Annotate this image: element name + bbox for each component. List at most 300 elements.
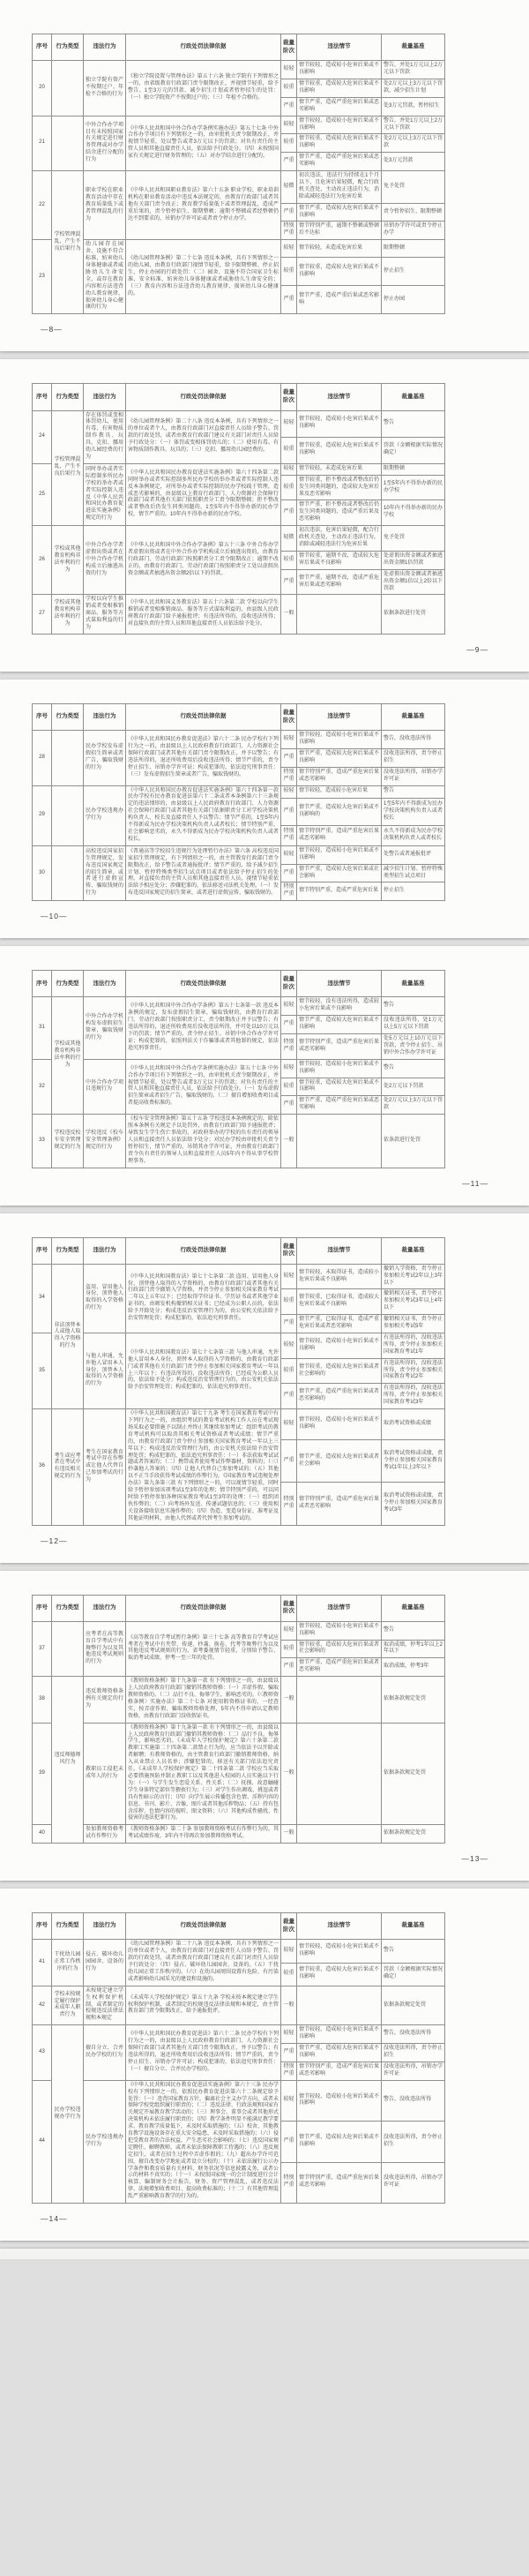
circumstance-cell: 情节严重，造成较大危害后果或不良影响: [297, 2044, 382, 2062]
benchmark-cell: 依据条款规定处罚: [382, 1677, 445, 1723]
circumstance-cell: 情节严重，造成较大危害后果或不良影响的: [297, 798, 382, 825]
discretion-level-cell: 特别严重: [281, 2162, 297, 2203]
illegal-act-cell: 未按规定建立学生权利保护机制，或者制定的校规违反法律法规和本规定: [84, 1986, 126, 2025]
benchmark-cell: 罚款（金额根据实际情况确定）: [382, 437, 445, 463]
benchmark-cell: 警告，并处1万元以上2万元以下罚款: [382, 116, 445, 134]
column-header: 裁量阶次: [281, 34, 297, 61]
column-header: 序号: [33, 971, 52, 997]
benchmark-cell: 有违法所得的，没收违法所得，责令停止参加相关国家教育考试2年: [382, 1358, 445, 1384]
discretion-level-cell: 较轻: [281, 1333, 297, 1358]
discretion-level-cell: 较重: [281, 475, 297, 500]
circumstance-cell: 情节特别严重，造成严重危害后果或恶劣影响: [297, 826, 382, 846]
table-row: [33, 1677, 445, 1723]
row-number-cell: 21: [33, 116, 52, 170]
column-header: 裁量基准: [382, 1913, 445, 1940]
benchmark-cell: 处2万元以下罚款: [382, 1078, 445, 1096]
row-number-cell: 39: [33, 1723, 52, 1825]
circumstance-cell: 情节较轻，造成较小危害后果或不良影响: [297, 1333, 382, 1358]
illegal-act-cell: 违反教师资格条例有关规定的行为: [84, 1677, 126, 1723]
circumstance-cell: 情节较重，造成较大危害后果或不良影响: [297, 1963, 382, 1986]
legal-basis-cell: 《教师资格条例》第二十条 参加教师资格考试有作弊行为的，其考试成绩作废，3年内不得再次参加教师资格考试。: [126, 1825, 281, 1844]
discretion-level-cell: 一般: [281, 1115, 297, 1168]
legal-basis-cell: 《中华人民共和国民办教育促进法实施条例》第六十四条第一款 民办学校有民办教育促进法第六十二条或者本条例第六十三条规定的违法情形的，由县级以上人民政府教育行政部门、人力资源社会保障行政部门或者其他有关部门依据职责分工对学校决策机构负责人、校长及直接责任人予以警告；情节严重的，1至5年内不得新成为民办学校决策机构负责人或者校长；情节特别严重、社会影响恶劣的，永久不得新成为民办学校决策机构负责人或者校长。: [126, 785, 281, 845]
behavior-type-cell: [52, 1621, 84, 1676]
table-row: [33, 410, 445, 437]
discretion-level-cell: 特别严重: [281, 826, 297, 846]
column-header: 裁量阶次: [281, 1913, 297, 1940]
circumstance-cell: 初次违法，违法行为持续在1个月以下，且危害后果轻微，配合行政机关查处，主动改正违法行为，消除或减轻违法行为危害后果: [297, 171, 382, 204]
column-header: 违法情节: [297, 1237, 382, 1264]
column-header: 行为类型: [52, 1237, 84, 1264]
circumstance-cell: [297, 1825, 382, 1844]
illegal-act-cell: 考生在国家教育考试中存在作弊或让他人代替自己参加考试的行为: [84, 1409, 126, 1526]
discretion-level-cell: 较重: [281, 1963, 297, 1986]
column-header: 行政处罚法律依据: [126, 1595, 281, 1621]
discretion-level-cell: 特别严重: [281, 1483, 297, 1525]
table-row: [33, 116, 445, 134]
row-number-cell: 38: [33, 1677, 52, 1723]
discretion-level-cell: 较轻: [281, 1059, 297, 1078]
row-number-cell: 29: [33, 785, 52, 845]
circumstance-cell: 情节较重，造成较大危害后果或不良影响: [297, 134, 382, 153]
row-number-cell: 41: [33, 1940, 52, 1986]
circumstance-cell: [297, 1115, 382, 1168]
behavior-type-cell: 违反师德师风行为: [52, 1677, 84, 1844]
circumstance-cell: 情节严重，造成严重后果或恶劣影响: [297, 286, 382, 314]
table-row: [33, 1115, 445, 1168]
document-page: [0, 1889, 529, 2241]
column-header: 裁量阶次: [281, 703, 297, 730]
benchmark-cell: 撤销入学资格，责令停止参加相关考试2年以上3年以下: [382, 1264, 445, 1289]
discretion-level-cell: 较重: [281, 551, 297, 569]
table-row: [33, 2025, 445, 2044]
behavior-type-cell: 学校或其他教育机构非法牟利的行为: [52, 526, 84, 595]
benchmark-cell: 取消考试资格或成绩，责令停止参加相关国家教育考试1年以上2年以下: [382, 1440, 445, 1483]
row-number-cell: 23: [33, 240, 52, 314]
discretion-level-cell: 严重: [281, 798, 297, 825]
discretion-level-cell: 较重: [281, 258, 297, 286]
table-row: [33, 240, 445, 258]
discretion-level-cell: 较轻: [281, 116, 297, 134]
illegal-act-cell: 与他人串通，允许他人冒用本人身份，顶替本人取得的入学资格的行为: [84, 1333, 126, 1408]
circumstance-cell: 情节较重，造成较大危害后果或者社会影响的: [297, 1358, 382, 1384]
column-header: 序号: [33, 1913, 52, 1940]
legal-basis-cell: 《校车安全管理条例》第五十五条 学校违反本条例规定的，除依照本条例有关规定予以处罚外，由教育行政部门给予通报批评；导致发生学生伤亡事故的，对政府举办的学校的负有责任的领导人员和直接责任人员依法给予处分；对民办学校由审批机关责令暂停招生，情节严重的，吊销其办学许可证，并由教育行政部门责令负有责任的领导人员和直接责任人员5年内不得从事学校管理事务。: [126, 1115, 281, 1168]
discretion-level-cell: 一般: [281, 1825, 297, 1844]
discretion-level-cell: 较轻: [281, 1940, 297, 1963]
legal-basis-cell: 《中华人民共和国中外合作办学条例实施办法》第五十七条 中外合作办学项目有下列情形之一的，由审批机关责令限期改正，并视情节轻重，处以警告或者3万元以下的罚款；对负有责任的主管人员和其他直接责任人员，依法给予行政处分。（四）未按照国家有关规定进行财务管理的；（五）对办学结余进行分配的。: [126, 116, 281, 170]
document-page: [0, 1571, 529, 1881]
table-row: [33, 463, 445, 475]
benchmark-cell: 责令暂停招生、限期整顿: [382, 203, 445, 222]
benchmark-cell: 限期整顿: [382, 463, 445, 475]
discretion-level-cell: 严重: [281, 97, 297, 116]
penalty-table: [32, 1912, 445, 2204]
legal-basis-cell: 《中华人民共和国教育法》第七十七条第二款 盗用、冒用他人身份，顶替他人取得的入学资格的，由教育行政部门或者其他有关行政部门责令撤销入学资格，并责令停止参加相关国家教育考试二年以上五年以下；已经取得学位证书、学历证书或者其他学业证书的，由颁发机构撤销相关证书；已经成为公职人员的，依法给予开除处分；构成违反治安管理行为的，由公安机关依法给予治安管理处罚；构成犯罪的，依法追究刑事责任。: [126, 1264, 281, 1333]
illegal-act-cell: 中外合作办学项目有未按照国家有关规定进行财务管理或对办学结余进行分配的行为: [84, 116, 126, 170]
benchmark-cell: 处2万元以上3万元以下罚款，减少招生计划: [382, 79, 445, 97]
benchmark-cell: 警告，没收违法所得: [382, 731, 445, 749]
circumstance-cell: 情节较轻，造成较小危害后果或不良影响: [297, 1940, 382, 1963]
benchmark-cell: 没收违法所得，责令停止招生: [382, 2044, 445, 2062]
row-number-cell: 36: [33, 1409, 52, 1526]
benchmark-cell: 没收违法所得，吊销办学许可证: [382, 767, 445, 785]
benchmark-cell: 警告，并处1万元以上2万元以下罚款: [382, 61, 445, 79]
row-number-cell: 35: [33, 1333, 52, 1408]
discretion-level-cell: 较重: [281, 1078, 297, 1096]
column-header: 违法行为: [84, 971, 126, 997]
behavior-type-cell: [52, 116, 84, 170]
circumstance-cell: 情节较轻，造成较小危害后果或不良影响: [297, 845, 382, 864]
discretion-level-cell: 一般: [281, 1723, 297, 1825]
discretion-level-cell: 较轻: [281, 1409, 297, 1440]
column-header: 行为类型: [52, 1595, 84, 1621]
row-number-cell: 25: [33, 463, 52, 525]
legal-basis-cell: 《中华人民共和国教育法》第七十七条第三款 与他人串通，允许他人冒用本人身份，顶替本人取得的入学资格的，由教育行政部门或者其他有关行政部门责令停止参加相关国家教育考试一年以上三年以下；有违法所得的，没收违法所得；已经成为公职人员的，依法给予处分；构成违反治安管理行为的，由公安机关依法给予治安管理处罚；构成犯罪的，依法追究刑事责任。: [126, 1333, 281, 1408]
circumstance-cell: [297, 1986, 382, 2025]
benchmark-cell: 停止招生: [382, 258, 445, 286]
column-header: 行政处罚法律依据: [126, 1913, 281, 1940]
table-row: [33, 2080, 445, 2121]
column-header: 行为类型: [52, 384, 84, 410]
circumstance-cell: [297, 1723, 382, 1825]
discretion-level-cell: 轻微: [281, 526, 297, 552]
page-number: —8—: [41, 325, 63, 334]
legal-basis-cell: 《中华人民共和国中外合作办学条例》第五十三条 中外合作办学者虚假出资或者在中外合作办学机构成立后抽逃出资的，由教育行政部门、劳动行政部门按照职责分工责令限期改正；逾期不改正的，由教育行政部门、劳动行政部门按照职责分工处以虚假出资金额或者抽逃出资金额2倍以下的罚款。: [126, 526, 281, 595]
circumstance-cell: 情节严重，已取得证书，造成严重危害后果或者恶劣影响: [297, 1315, 382, 1333]
discretion-level-cell: 严重: [281, 203, 297, 222]
discretion-level-cell: 较轻: [281, 410, 297, 437]
benchmark-cell: 警告: [382, 997, 445, 1016]
discretion-level-cell: 较轻: [281, 2025, 297, 2044]
legal-basis-cell: 《中华人民共和国中外合作办学条例实施办法》第五十七条 中外合作办学项目有下列情形之一的，由审批机关责令限期改正，并视情节轻重，处以警告或者3万元以下的罚款；对负有责任的主管人员和其他直接责任人员，依法给予行政处分。（一）发布虚假招生简章或者招生广告，骗取钱财的。（二）擅自增加收费项目或者提高收费标准的。: [126, 1059, 281, 1114]
discretion-level-cell: 较重: [281, 134, 297, 153]
column-header: 行政处罚法律依据: [126, 971, 281, 997]
behavior-type-cell: 非法顶替本人或他人取得入学资格的行为: [52, 1264, 84, 1408]
behavior-type-cell: 学校管理混乱，产生不良后果行为: [52, 171, 84, 314]
discretion-level-cell: 特别严重: [281, 767, 297, 785]
illegal-act-cell: 职业学校在职业教育活动中存在教育质量低下或者管理混乱的行为: [84, 171, 126, 240]
circumstance-cell: 情节较轻，造成较小危害后果或不良影响: [297, 731, 382, 749]
behavior-type-cell: [52, 61, 84, 116]
illegal-act-cell: 幼儿园存在园舍、设施不符合标准，妨害幼儿身体健康或者威胁幼儿生命安全，或存在教育内容和方法违背幼儿教育规律，损害幼儿身心健康的行为: [84, 240, 126, 314]
discretion-level-cell: 较重: [281, 1358, 297, 1384]
row-number-cell: 37: [33, 1621, 52, 1676]
discretion-level-cell: 较轻: [281, 240, 297, 258]
row-number-cell: 32: [33, 1059, 52, 1114]
illegal-act-cell: 民办学校违规办学行为: [84, 2080, 126, 2203]
page-number: —14—: [41, 2214, 68, 2224]
benchmark-cell: 处3万元罚款: [382, 153, 445, 171]
row-number-cell: 43: [33, 2025, 52, 2080]
circumstance-cell: 情节严重，造成严重危害后果或恶劣影响: [297, 153, 382, 171]
column-header: 行政处罚法律依据: [126, 703, 281, 730]
discretion-level-cell: 严重: [281, 748, 297, 767]
illegal-act-cell: 学校以向学生推销或者变相推销商品、服务等方式谋取利益的行为: [84, 595, 126, 635]
benchmark-cell: 取消考试资格或成绩: [382, 1409, 445, 1440]
benchmark-cell: 10年内不得举办新的民办学校: [382, 500, 445, 526]
column-header: 行政处罚法律依据: [126, 384, 281, 410]
discretion-level-cell: 较轻: [281, 997, 297, 1016]
legal-basis-cell: 《中华人民共和国民办教育促进法实施条例》第六十三条 民办学校有下列情形之一的，依照民办教育促进法第六十二条规定给予处罚：（一）违背国家教育方针，偏离社会主义办学方向，或者未保障学校党组织履行职责的；（二）违反法律、行政法规和国家有关规定开展教育教学活动的；（三）理事会、董事会或者其他形式决策机构未依法履行职责的；（四）教学条件明显不能满足教学要求、教育教学质量低下，未及时采取措施的；（五）校舍、其他教育教学设施设备存在重大安全隐患，未及时采取措施的；（六）侵犯受教育者的合法权益，产生恶劣社会影响的；（七）违反国家规定聘任、解聘教师，或者未依法保障教职工待遇的；（八）违反规定招生，或者在招生过程中弄虚作假的；（九）超出办学许可范围，擅自改变办学地址或者设立分校的；（十）未依法履行公示办学条件和教育质量有关材料、财务状况等信息披露义务，或者公示的材料不真实的；（十一）未按照国家统一的会计制度进行会计核算、编制财务会计报告，财务、资产管理混乱，或者违反法律、法规增加收费项目、提高收费标准的；（十二）有其他管理混乱严重影响教育教学的行为的。: [126, 2080, 281, 2203]
header-row: [33, 703, 445, 730]
discretion-level-cell: 一般: [281, 1986, 297, 2025]
column-header: 违法情节: [297, 1595, 382, 1621]
discretion-level-cell: 严重: [281, 1096, 297, 1115]
discretion-level-cell: 一般: [281, 1677, 297, 1723]
discretion-level-cell: 较轻: [281, 463, 297, 475]
column-header: 裁量阶次: [281, 384, 297, 410]
header-row: [33, 34, 445, 61]
circumstance-cell: [297, 595, 382, 635]
illegal-act-cell: 参加教师资格考试有作弊行为: [84, 1825, 126, 1844]
column-header: 行政处罚法律依据: [126, 34, 281, 61]
benchmark-cell: 没收违法所得，责令停止招生: [382, 2122, 445, 2162]
column-header: 违法行为: [84, 1913, 126, 1940]
benchmark-cell: 处5万元以上10万元以下罚款，责令停止招生、吊销中外合作办学许可证: [382, 1034, 445, 1060]
circumstance-cell: 情节特别严重，造成严重危害后果: [297, 882, 382, 901]
column-header: 序号: [33, 703, 52, 730]
circumstance-cell: 情节特别严重，逾期不整顿或整顿后不达标: [297, 222, 382, 240]
benchmark-cell: 取消成绩，停考1年以上2年以下: [382, 1640, 445, 1658]
table-row: [33, 1986, 445, 2025]
benchmark-cell: 没收违法所得，吊销办学许可证: [382, 2062, 445, 2080]
discretion-level-cell: 较重: [281, 79, 297, 97]
circumstance-cell: 情节严重，造成严重危害后果或恶劣影响: [297, 1096, 382, 1115]
penalty-table: [32, 970, 445, 1168]
circumstance-cell: 情节较重，造成较大危害后果或不良影响: [297, 258, 382, 286]
page-number: —11—: [462, 1178, 488, 1188]
table-row: [33, 1940, 445, 1963]
discretion-level-cell: 特别严重: [281, 882, 297, 901]
legal-basis-cell: 《高等教育自学考试暂行条例》第三十七条 高等教育自学考试应考者在考试中有夹带、传递、抄袭、换卷、代考等舞弊行为以及其他违反考试规则的行为，省考委视情节轻重，分别给予警告、取消考试成绩、停考一至三年的处罚。: [126, 1621, 281, 1676]
column-header: 裁量基准: [382, 1595, 445, 1621]
legal-basis-cell: 《幼儿园管理条例》第二十七条 违反本条例，具有下列情形之一的幼儿园，由教育行政部门视情节轻重，给予限期整顿、停止招生、停止办园的行政处罚：（二）园舍、设施不符合国家卫生标准、安全标准，妨害幼儿身体健康或者威胁幼儿生命安全的；（三）教育内容和方法违背幼儿教育规律，损害幼儿身心健康的。: [126, 240, 281, 314]
behavior-type-cell: 学校违反校车安全管理规定的行为: [52, 1115, 84, 1168]
circumstance-cell: 情节特别严重，造成严重危害后果或恶劣影响: [297, 2162, 382, 2203]
circumstance-cell: 情节较重，造成较大危害后果或不良影响: [297, 1078, 382, 1096]
row-number-cell: 40: [33, 1825, 52, 1844]
circumstance-cell: 情节较轻，造成较小危害后果或不良影响: [297, 410, 382, 437]
legal-basis-cell: 《中华人民共和国义务教育法》第五十六条第二款 学校以向学生推销或者变相推销商品、服务等方式谋取利益的，由县级人民政府教育行政部门给予通报批评；有违法所得的，没收违法所得；对直接负责的主管人员和其他直接责任人员依法给予处分。: [126, 595, 281, 635]
column-header: 序号: [33, 1237, 52, 1264]
table-row: [33, 526, 445, 552]
legal-basis-cell: 《普通高等学校招生违规行为处理暂行办法》第六条 高校违反国家招生管理规定，有下列情形之一的，由主管教育行政部门责令限期改正，给予警告或者通报批评；情节严重的，给予减少招生计划、暂停特殊类型招生试点项目或者依法给予停止招生的处理。对直接负责的主管人员和其他直接责任人员，视情节轻重依法给予相应处分；涉嫌犯罪的，依法移送司法机关处理。（一）发布违反国家规定的招生简章，或者进行虚假宣传、骗取钱财的。: [126, 845, 281, 900]
behavior-type-cell: 学校未按规定履行保护未成年人职责行为: [52, 1986, 84, 2025]
discretion-level-cell: 严重: [281, 2122, 297, 2162]
circumstance-cell: 情节较轻，造成较小危害后果或不良影响: [297, 1621, 382, 1640]
circumstance-cell: 初次违法，危害后果轻微，配合行政机关查处，主动改正违法行为，消除或减轻违法行为危害后果: [297, 526, 382, 552]
illegal-act-cell: 同时举办或者实际控制多所民办学校的举办者或者实际控制人违反《中华人民共和国民办教育促进法实施条例》规定的行为: [84, 463, 126, 525]
discretion-level-cell: 严重: [281, 2044, 297, 2062]
column-header: 裁量基准: [382, 1237, 445, 1264]
column-header: 裁量基准: [382, 703, 445, 730]
benchmark-cell: 警告: [382, 1940, 445, 1963]
row-number-cell: 26: [33, 526, 52, 595]
circumstance-cell: 情节严重，造成严重危害后果或者恶劣影响的: [297, 1384, 382, 1409]
table-row: [33, 997, 445, 1016]
illegal-act-cell: 存在体罚或变相体罚幼儿，使用有毒、有害物质制作教具、玩具，克扣、挪用幼儿园经费的行为: [84, 410, 126, 463]
column-header: 裁量基准: [382, 384, 445, 410]
benchmark-cell: 处虚假出资金额或者抽逃出资金额1倍罚款: [382, 551, 445, 569]
legal-basis-cell: 《中华人民共和国中外合作办学条例》第五十七条第一款 违反本条例的规定，发布虚假招生简章，骗取钱财的，由教育行政部门、劳动行政部门按照职责分工，责令限期改正并予以警告；有违法所得的，退还所收费用后没收违法所得，并可处以10万元以下的罚款；情节严重的，责令停止招生、吊销中外合作办学许可证；构成犯罪的，依照刑法关于诈骗罪或者其他罪的规定，依法追究刑事责任。: [126, 997, 281, 1059]
circumstance-cell: 情节严重，造成严重危害后果或恶劣影响: [297, 97, 382, 116]
behavior-type-cell: [52, 731, 84, 785]
discretion-level-cell: 较轻: [281, 785, 297, 798]
illegal-act-cell: 擅自分立、合并民办学校的行为: [84, 2025, 126, 2080]
circumstance-cell: 情节较重，已取得证书，造成较大危害后果或不良影响: [297, 1289, 382, 1315]
circumstance-cell: 情节较轻，造成较小危害后果或不良影响: [297, 116, 382, 134]
behavior-type-cell: [52, 785, 84, 845]
column-header: 违法行为: [84, 34, 126, 61]
discretion-level-cell: 较重: [281, 1640, 297, 1658]
behavior-type-cell: 考生或应考者在考试中有违反相关规定的行为: [52, 1409, 84, 1526]
column-header: 违法情节: [297, 384, 382, 410]
header-row: [33, 1913, 445, 1940]
column-header: 序号: [33, 384, 52, 410]
circumstance-cell: 情节较重，造成较大危害后果或不良影响: [297, 79, 382, 97]
discretion-level-cell: 严重: [281, 153, 297, 171]
row-number-cell: 42: [33, 1986, 52, 2025]
benchmark-cell: 有违法所得的，没收违法所得，责令停止参加相关国家教育考试3年: [382, 1384, 445, 1409]
discretion-level-cell: 严重: [281, 569, 297, 595]
circumstance-cell: 情节较轻，造成较小危害后果或不良影响: [297, 2080, 382, 2121]
circumstance-cell: 情节较轻，造成较小危害后果或不良影响: [297, 2025, 382, 2044]
illegal-act-cell: 学校违反《校车安全管理条例》规定的行为: [84, 1115, 126, 1168]
behavior-type-cell: [52, 845, 84, 900]
row-number-cell: 44: [33, 2080, 52, 2203]
benchmark-cell: 警告，没收违法所得: [382, 2025, 445, 2044]
circumstance-cell: 情节较轻，未造成危害后果: [297, 240, 382, 258]
table-row: [33, 1723, 445, 1825]
circumstance-cell: 情节特别严重，造成严重危害后果或恶劣影响: [297, 2062, 382, 2080]
benchmark-cell: 永久不得新成为民办学校决策机构负责人或者校长: [382, 826, 445, 846]
benchmark-cell: 处2万元以上3万元以下罚款: [382, 1096, 445, 1115]
circumstance-cell: 情节较轻，未造成危害后果: [297, 463, 382, 475]
benchmark-cell: 减少招生计划、暂停特殊类型招生试点项目: [382, 864, 445, 882]
benchmark-cell: 停止招生: [382, 882, 445, 901]
discretion-level-cell: 严重: [281, 500, 297, 526]
benchmark-cell: 处虚假出资金额或者抽逃出资金额1倍以上2倍以下罚款: [382, 569, 445, 595]
benchmark-cell: 取消考试资格或成绩，责令停止参加相关国家教育考试3年: [382, 1483, 445, 1525]
row-number-cell: 31: [33, 997, 52, 1059]
discretion-level-cell: 严重: [281, 1384, 297, 1409]
circumstance-cell: 情节严重，造成较大危害后果或社会影响: [297, 864, 382, 882]
discretion-level-cell: 较重: [281, 437, 297, 463]
circumstance-cell: 情节严重，造成较大危害后果或不良影响: [297, 1016, 382, 1034]
discretion-level-cell: 较轻: [281, 61, 297, 79]
table-row: [33, 1264, 445, 1289]
column-header: 违法情节: [297, 971, 382, 997]
benchmark-cell: 取消成绩，停考3年: [382, 1658, 445, 1677]
illegal-act-cell: 独立学院有资产不按期过户、年检不合格的行为: [84, 61, 126, 116]
discretion-level-cell: 特别严重: [281, 2062, 297, 2080]
table-row: [33, 731, 445, 749]
behavior-type-cell: 学校管理混乱，产生不良后果行为: [52, 410, 84, 526]
penalty-table: [32, 703, 445, 901]
discretion-level-cell: 特别严重: [281, 222, 297, 240]
document-page: [0, 946, 529, 1205]
illegal-act-cell: 中外合作办学机构发布虚假招生简章，骗取钱财的行为: [84, 997, 126, 1059]
document-page: [0, 1213, 529, 1563]
discretion-level-cell: 严重: [281, 1440, 297, 1483]
column-header: 裁量阶次: [281, 1595, 297, 1621]
circumstance-cell: 情节严重，造成较大危害后果或不良影响: [297, 203, 382, 222]
document-page: [0, 680, 529, 938]
column-header: 违法情节: [297, 1913, 382, 1940]
benchmark-cell: 警告: [382, 410, 445, 437]
benchmark-cell: 处3万元罚款，暂停招生: [382, 97, 445, 116]
benchmark-cell: 没收违法所得，吊销办学许可证: [382, 2162, 445, 2203]
column-header: 违法情节: [297, 703, 382, 730]
legal-basis-cell: 《教师资格条例》第十九条第一款 有下列情形之一的，由县级以上人民政府教育行政部门撤销其教师资格：（二）品行不良、侮辱学生，影响恶劣的。《未成年人学校保护规定》第六十条第二款 教职工实施第二十四条第二款禁止行为的，应当依法予以开除或者解聘；有教师资格的，由主管教育行政部门撤销教师资格，纳入从业禁止人员名单；涉嫌犯罪的，移送有关部门依法追究责任。《未成年人学校保护规定》第二十四条第二款 学校应当采取必要措施预防并制止教职工以及其他进入校园的人员实施以下行为：（一）与学生发生恋爱关系、性关系；（二）抚摸、故意触碰学生身体特定部位等猥亵行为；（三）对学生作出调戏、挑逗或者具有性暗示的言行；（四）向学生展示传播包含色情、淫秽内容的信息、书刊、影片、音像、图片或者其他淫秽物品；（五）持有包含淫秽、色情内容的视听、图文资料；（六）其他构成性骚扰、性侵害的违法犯罪行为。: [126, 1723, 281, 1825]
discretion-level-cell: 较轻: [281, 731, 297, 749]
illegal-act-cell: 民办学校违规办学行为: [84, 785, 126, 845]
circumstance-cell: 情节较轻，没有违法所得，造成较小危害后果或不良影响: [297, 997, 382, 1016]
legal-basis-cell: 《教师资格条例》第十九条第一款 有下列情形之一的，由县级以上人民政府教育行政部门撤销其教师资格：（一）弄虚作假、骗取教师资格的。（二）品行不良、侮辱学生，影响恶劣的。《〈教师资格条例〉实施办法》第二十七条 对使用假资格证书的，一经查实，按弄虚作假、骗取教师资格处理，5年内不得申请认定教师资格，由教育行政部门没收假证书。: [126, 1677, 281, 1723]
column-header: 行政处罚法律依据: [126, 1237, 281, 1264]
discretion-level-cell: 特别严重: [281, 1034, 297, 1060]
column-header: 违法行为: [84, 1595, 126, 1621]
illegal-act-cell: 中外合作办学者虚假出资或者在中外合作办学机构成立后抽逃出资的行为: [84, 526, 126, 595]
discretion-level-cell: 严重: [281, 286, 297, 314]
discretion-level-cell: 较轻: [281, 1264, 297, 1289]
row-number-cell: 33: [33, 1115, 52, 1168]
benchmark-cell: 警告，没收违法所得: [382, 2080, 445, 2121]
row-number-cell: 27: [33, 595, 52, 635]
legal-basis-cell: 《中华人民共和国民办教育促进法》第六十二条 民办学校有下列行为之一的，由县级以上人民政府教育行政部门、人力资源社会保障行政部门或者其他有关部门责令限期改正，并予以警告；有违法所得的，退还所收费用后没收违法所得；情节严重的，责令停止招生、吊销办学许可证；构成犯罪的，依法追究刑事责任：（三）发布虚假招生简章或者广告，骗取钱财的。: [126, 731, 281, 785]
legal-basis-cell: 《幼儿园管理条例》第二十八条 违反本条例，具有下列情形之一的单位或者个人，由教育行政部门对直接责任人员给予警告、罚款的行政处罚，或者由教育行政部门建议有关部门对责任人员给予行政处分：（一）体罚或变相体罚幼儿的；（二）使用有毒、有害物质制作教具、玩具的；（三）克扣、挪用幼儿园经费的。: [126, 410, 281, 463]
header-row: [33, 384, 445, 410]
circumstance-cell: 情节严重，造成严重危害后果或者恶劣影响: [297, 1658, 382, 1677]
discretion-level-cell: 轻微: [281, 171, 297, 204]
document-page: [0, 0, 529, 351]
circumstance-cell: 情节较重，拒不整改或者整改后仍发生同类问题的，造成较大危害后果及恶劣影响: [297, 475, 382, 500]
benchmark-cell: 撤销相关证书，责令停止参加相关考试5年: [382, 1315, 445, 1333]
row-number-cell: 20: [33, 61, 52, 116]
benchmark-cell: 依据条款规定处罚: [382, 1723, 445, 1825]
legal-basis-cell: 《中华人民共和国民办教育促进法》第六十二条 民办学校有下列行为之一的，由县级以上人民政府教育行政部门、人力资源社会保障行政部门或者其他有关部门责令限期改正，并予以警告；有违法所得的，退还所收费用后没收违法所得；情节严重的，责令停止招生、吊销办学许可证；构成犯罪的，依法追究刑事责任：（一）擅自分立、合并民办学校的。: [126, 2025, 281, 2080]
circumstance-cell: 情节严重，拒不整改或者整改后仍发生同类问题的，造成严重后果及恶劣影响: [297, 500, 382, 526]
benchmark-cell: 依条款进行处罚: [382, 1115, 445, 1168]
circumstance-cell: 情节较轻，造成较小危害后果或不良影响: [297, 1409, 382, 1440]
column-header: 裁量阶次: [281, 971, 297, 997]
page-number: —9—: [466, 644, 488, 654]
benchmark-cell: 1至5年内不得举办新的民办学校: [382, 475, 445, 500]
illegal-act-cell: 高校违反国家招生管理规定，发布违反国家规定的招生简章，或者进行虚假宣传、骗取钱财的行为: [84, 845, 126, 900]
circumstance-cell: 情节较轻，造成较小危害后果或不良影响: [297, 61, 382, 79]
column-header: 违法行为: [84, 703, 126, 730]
table-row: [33, 171, 445, 204]
behavior-type-cell: 学校或其他教育机构非法牟利的行为: [52, 595, 84, 635]
benchmark-cell: 有违法所得的，没收违法所得，责令停止参加相关国家教育考试1年: [382, 1333, 445, 1358]
header-row: [33, 1237, 445, 1264]
circumstance-cell: 情节较重，造成较大危害后果或者社会影响的: [297, 1640, 382, 1658]
benchmark-cell: 警告: [382, 785, 445, 798]
row-number-cell: 30: [33, 845, 52, 900]
table-row: [33, 1409, 445, 1440]
column-header: 行为类型: [52, 34, 84, 61]
penalty-table: [32, 1237, 445, 1526]
discretion-level-cell: 较轻: [281, 1621, 297, 1640]
discretion-level-cell: 严重: [281, 864, 297, 882]
behavior-type-cell: 干扰幼儿园正常工作秩序的行为: [52, 1940, 84, 1986]
benchmark-cell: 依据条款规定处罚: [382, 1986, 445, 2025]
column-header: 序号: [33, 1595, 52, 1621]
column-header: 行为类型: [52, 1913, 84, 1940]
column-header: 行为类型: [52, 703, 84, 730]
circumstance-cell: 情节较轻，造成较小危害后果或不良影响: [297, 1059, 382, 1078]
